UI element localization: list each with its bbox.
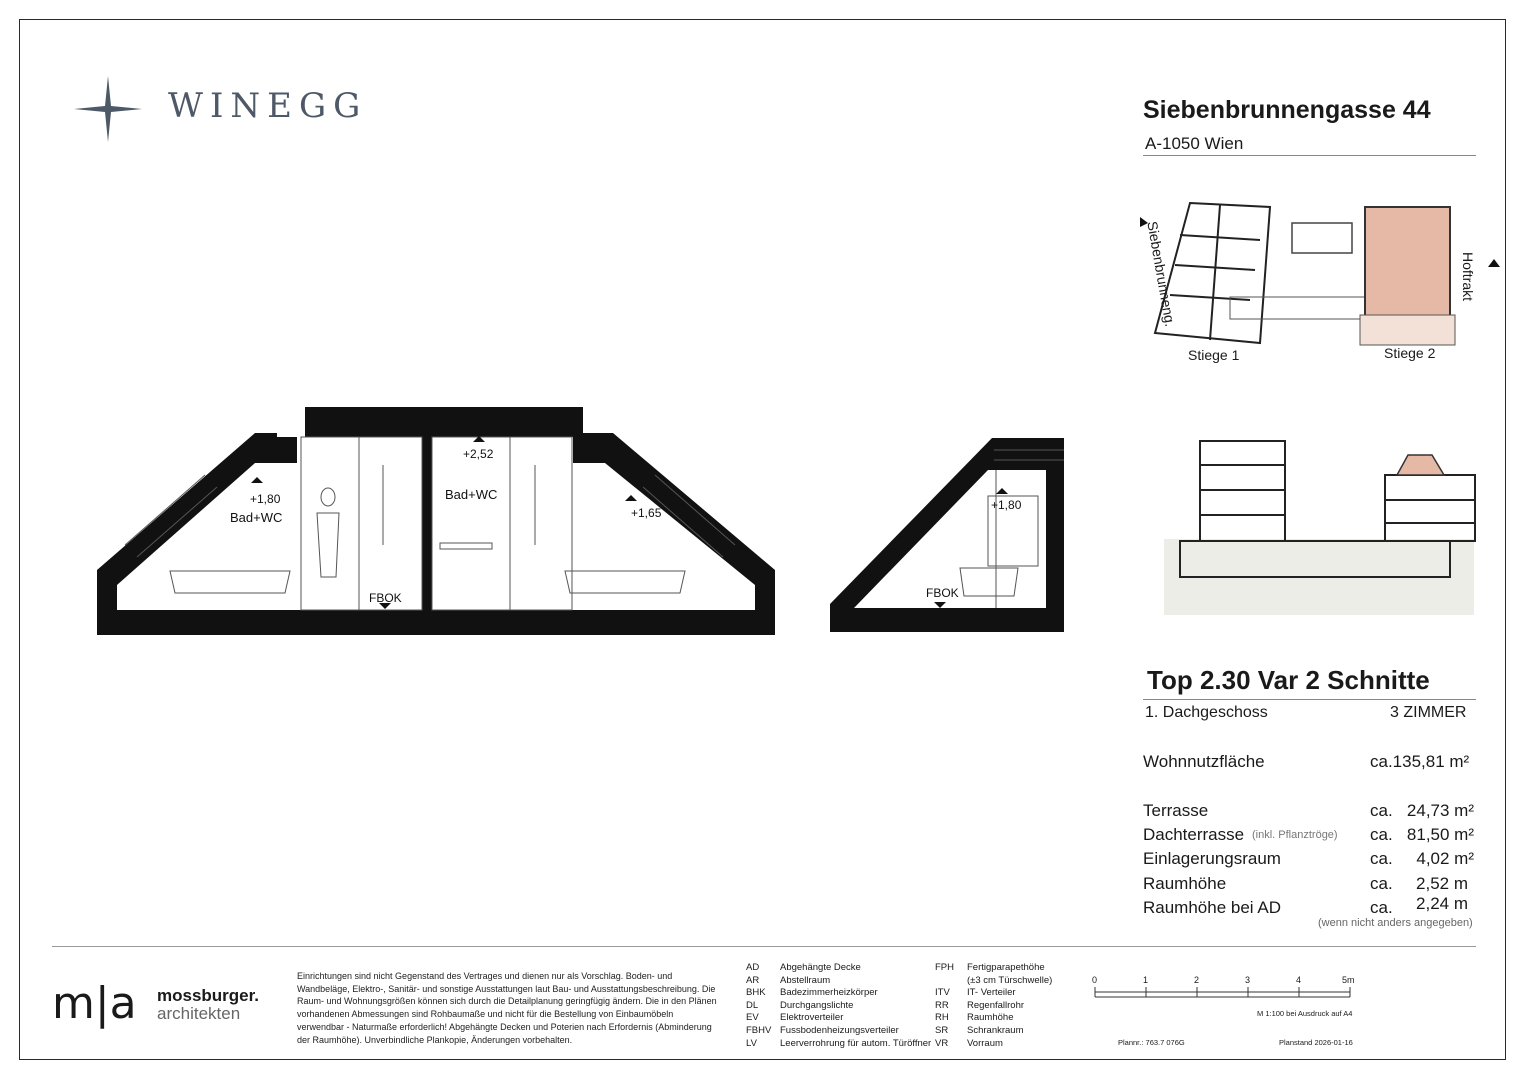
height-label: +1,65	[631, 506, 662, 520]
legend-item: ITV IT- Verteiler	[935, 987, 1016, 999]
scale-tick: 0	[1092, 975, 1098, 985]
legend-item: SR Schrankraum	[935, 1024, 1024, 1036]
area-row-ca: ca.	[1370, 849, 1393, 868]
area-row-value: 24,73 m²	[1406, 801, 1474, 820]
legend-item: EV Elektroverteiler	[746, 1012, 844, 1024]
scale-tick: 1	[1143, 975, 1149, 985]
rooms-label: 3 ZIMMER	[1390, 704, 1467, 721]
legend-item: LV Leerverrohrung für autom. Türöffner	[746, 1037, 932, 1049]
area-row-ca: ca.	[1370, 801, 1393, 820]
area-row-ca: ca.	[1370, 874, 1393, 893]
living-area-value: ca.135,81 m²	[1370, 752, 1470, 771]
stair1-label: Stiege 1	[1188, 347, 1240, 363]
area-row-ca: ca.	[1370, 825, 1393, 844]
legend-item: RR Regenfallrohr	[935, 999, 1025, 1011]
project-address: Siebenbrunnengasse 44	[1143, 96, 1431, 124]
area-row-value: 81,50 m²	[1406, 825, 1474, 844]
legend-item: FBHV Fussbodenheizungsverteiler	[746, 1024, 899, 1036]
scale-note: M 1:100 bei Ausdruck auf A4	[1257, 1009, 1353, 1018]
legend-item: AR Abstellraum	[746, 974, 831, 986]
living-area-label: Wohnnutzfläche	[1143, 752, 1265, 771]
scale-bar	[1090, 985, 1360, 1005]
area-row-value: 2,52 m	[1416, 874, 1468, 893]
compass-star-icon	[72, 74, 144, 144]
floor-label: 1. Dachgeschoss	[1145, 704, 1268, 721]
area-row-label: Raumhöhe	[1143, 874, 1227, 893]
area-row-label: Dachterrasse	[1143, 825, 1245, 844]
legend-left	[746, 962, 931, 1050]
area-row-label: Einlagerungsraum	[1143, 849, 1281, 868]
plan-number: Plannr.: 763.7 076G	[1118, 1038, 1185, 1047]
scale-tick: 2	[1194, 975, 1200, 985]
legend-item: BHK Badezimmerheizkörper	[746, 987, 878, 999]
area-row-ca: ca.	[1370, 898, 1393, 917]
stair2-label: Stiege 2	[1384, 345, 1436, 361]
legend-item: DL Durchgangslichte	[746, 999, 854, 1011]
area-row-value: 4,02 m²	[1416, 849, 1474, 868]
legend-right	[935, 962, 1052, 1050]
firm-subtitle: architekten	[157, 1004, 241, 1023]
scale-tick: 4	[1296, 975, 1302, 985]
firm-logo-mark: m|a	[52, 978, 137, 1029]
section-drawing-1	[95, 405, 775, 640]
fbok-label: FBOK	[926, 586, 959, 600]
legend-item: (±3 cm Türschwelle)	[967, 974, 1053, 986]
footnote: (wenn nicht anders angegeben)	[1318, 917, 1473, 929]
brand-logo: WINEGG	[168, 86, 368, 126]
street-label: Siebenbrunneng.	[1144, 220, 1179, 328]
area-row-label: Raumhöhe bei AD	[1143, 898, 1281, 917]
room-label: Bad+WC	[445, 487, 498, 502]
divider	[1143, 155, 1476, 156]
legend-item: VR Vorraum	[935, 1037, 1003, 1049]
firm-name: mossburger.	[157, 986, 260, 1005]
area-row-note: (inkl. Pflanztröge)	[1252, 829, 1338, 841]
height-label: +2,52	[463, 447, 494, 461]
unit-title: Top 2.30 Var 2 Schnitte	[1147, 665, 1430, 695]
legend-item: AD Abgehängte Decke	[746, 962, 861, 973]
fbok-label: FBOK	[369, 591, 402, 605]
height-label: +1,80	[991, 498, 1022, 512]
building-section-thumbnail	[1160, 435, 1476, 617]
legend-item: FPH Fertigparapethöhe	[935, 962, 1045, 973]
disclaimer-text: Einrichtungen sind nicht Gegenstand des Vertrages und dienen nur als Vorschlag. Boden- und Wandbeläge, Elektro-, Sanitär- und sonstige Ausstattungen laut Bau- und Ausstattungsbeschreibung. Die Raum- und Wohnungsgrößen können sich durch die Detailplanung geringfügig ändern. Die in den Plänen vorhandenen Abmessungen sind Rohbaumaße und nicht für die Bestellung von Einbaumöbeln verwendbar - Naturmaße erforderlich! Abgehängte Decken und Poterien nach Erfordernis (Abminderung der Raumhöhe). Unverbindliche Plankopie, Änderungen vorbehalten.	[297, 971, 717, 1045]
scale-tick: 3	[1245, 975, 1251, 985]
area-row-value: 2,24 m	[1416, 894, 1468, 913]
court-label: Hoftrakt	[1460, 252, 1476, 302]
height-label: +1,80	[250, 492, 281, 506]
section-drawing-2	[828, 436, 1068, 636]
plan-date: Planstand 2026-01-16	[1279, 1038, 1353, 1047]
scale-tick: 5m	[1342, 975, 1355, 985]
divider	[1143, 699, 1476, 700]
room-label: Bad+WC	[230, 510, 283, 525]
project-city: A-1050 Wien	[1145, 134, 1244, 153]
legend-item: RH Raumhöhe	[935, 1012, 1014, 1024]
footer-divider	[52, 946, 1476, 947]
area-row-label: Terrasse	[1143, 801, 1209, 820]
